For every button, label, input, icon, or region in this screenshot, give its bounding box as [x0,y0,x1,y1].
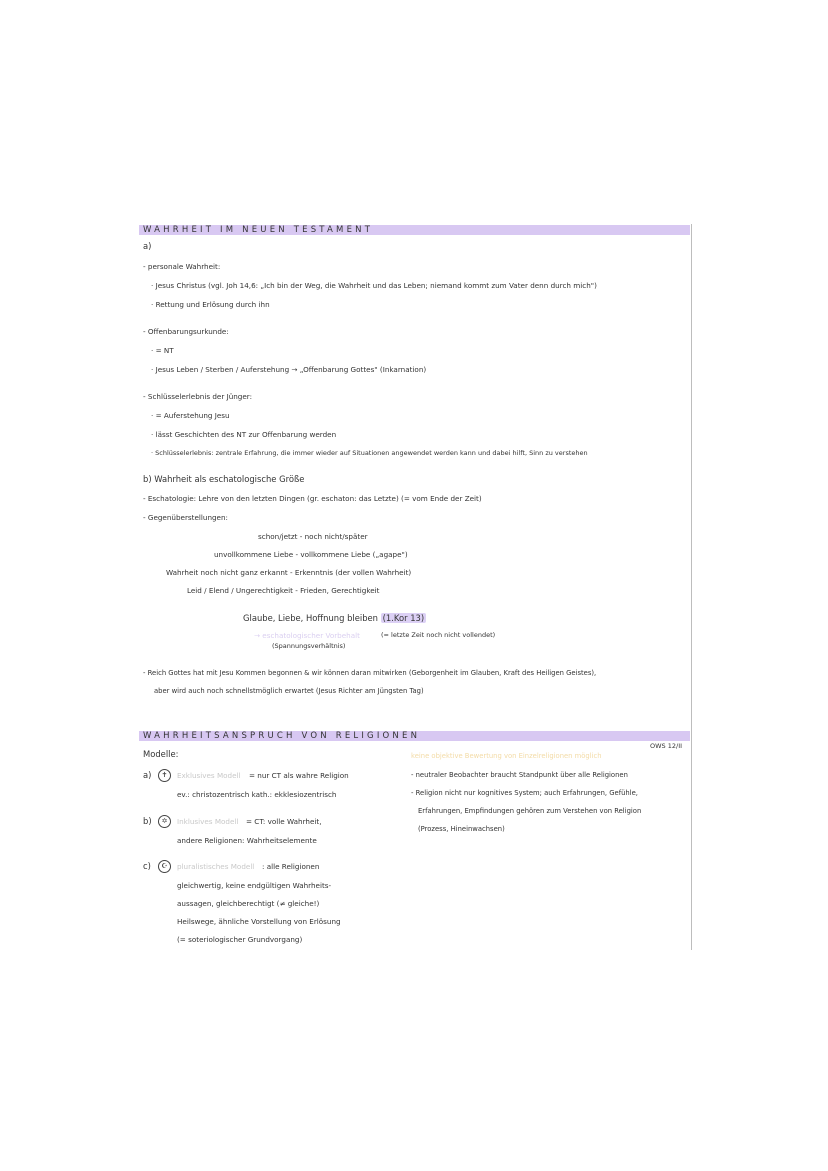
kor-reference: (1.Kor 13) [382,613,425,623]
model-c-line-3: Heilswege, ähnliche Vorstellung von Erlösung [177,917,341,926]
personal-heading: - personale Wahrheit: [143,262,221,271]
personal-item-2: · Rettung und Erlösung durch ihn [151,300,270,309]
page-right-rule [691,224,692,950]
model-c-line-2: aussagen, gleichberechtigt (≠ gleiche!) [177,899,320,908]
section2-header: WAHRHEITSANSPRUCH VON RELIGIONEN [139,731,690,741]
offenbarung-item-2: · Jesus Leben / Sterben / Auferstehung → „Offenbarung Gottes" (Inkarnation) [151,365,427,374]
model-b-text-2: andere Religionen: Wahrheitselemente [177,836,317,845]
right-item-1: - neutraler Beobachter braucht Standpunkt über alle Religionen [411,771,628,779]
reich-gottes-line-2: aber wird auch noch schnellstmöglich erwartet (Jesus Richter am Jüngsten Tag) [154,687,424,695]
pair-1: schon/jetzt - noch nicht/später [258,532,368,541]
model-a-text-2: ev.: christozentrisch kath.: ekklesiozentrisch [177,790,337,799]
schluessel-item-1: · = Auferstehung Jesu [151,411,230,420]
pair-3: Wahrheit noch nicht ganz erkannt - Erkenntnis (der vollen Wahrheit) [166,568,412,577]
glaube-line [243,614,426,623]
crescent-icon: ☪ [158,860,171,873]
right-item-4: (Prozess, Hineinwachsen) [418,825,505,833]
vorbehalt-note: (= letzte Zeit noch nicht vollendet) [381,631,496,639]
schluessel-item-3: · Schlüsselerlebnis: zentrale Erfahrung, die immer wieder auf Situationen angewendet werden kann und dabei hilft, Sinn zu verstehen [151,449,588,457]
reich-gottes-line-1: - Reich Gottes hat mit Jesu Kommen begonnen & wir können daran mitwirken (Geborgenheit im Glauben, Kraft des Heiligen Geistes), [143,669,597,677]
model-a-faint: Exklusives Modell [177,771,241,780]
model-b-label: b) [143,816,152,826]
section1-header: WAHRHEIT IM NEUEN TESTAMENT [139,225,690,235]
model-a-label: a) [143,770,152,780]
b-heading: b) Wahrheit als eschatologische Größe [143,474,305,484]
pair-4: Leid / Elend / Ungerechtigkeit - Frieden, Gerechtigkeit [187,586,380,595]
personal-item-1: · Jesus Christus (vgl. Joh 14,6: „Ich bin der Weg, die Wahrheit und das Leben; niemand kommt zum Vater denn durch mich") [151,281,597,290]
model-c-line-4: (= soteriologischer Grundvorgang) [177,935,303,944]
right-item-2: - Religion nicht nur kognitives System; auch Erfahrungen, Gefühle, [411,789,638,797]
glaube-text: Glaube, Liebe, Hoffnung bleiben [243,613,378,623]
right-faint-heading: keine objektive Bewertung von Einzelreligionen möglich [411,752,602,760]
model-c-faint: pluralistisches Modell [177,862,255,871]
offenbarung-heading: - Offenbarungsurkunde: [143,327,229,336]
offenbarung-item-1: · = NT [151,346,174,355]
model-a-text-1: = nur CT als wahre Religion [249,771,349,780]
spannung-note: (Spannungsverhältnis) [272,642,346,650]
faint-vorbehalt: → eschatologischer Vorbehalt [254,631,360,640]
model-b-faint: Inklusives Modell [177,817,239,826]
model-c-text-1: : alle Religionen [262,862,320,871]
star-of-david-icon: ✡ [158,815,171,828]
schluessel-heading: - Schlüsselerlebnis der Jünger: [143,392,253,401]
model-c-label: c) [143,861,151,871]
model-c-line-1: gleichwertig, keine endgültigen Wahrheits- [177,881,332,890]
model-b-text-1: = CT: volle Wahrheit, [246,817,322,826]
eschatologie-line: - Eschatologie: Lehre von den letzten Dingen (gr. eschaton: das Letzte) (= vom Ende der Zeit) [143,494,482,503]
a-label: a) [143,241,152,251]
corner-note: OWS 12/II [650,742,683,750]
pair-2: unvollkommene Liebe - vollkommene Liebe („agape") [214,550,408,559]
modelle-heading: Modelle: [143,749,179,759]
cross-icon: ✝ [158,769,171,782]
gegenueberstellungen-heading: - Gegenüberstellungen: [143,513,228,522]
right-item-3: Erfahrungen, Empfindungen gehören zum Verstehen von Religion [418,807,642,815]
schluessel-item-2: · lässt Geschichten des NT zur Offenbarung werden [151,430,337,439]
